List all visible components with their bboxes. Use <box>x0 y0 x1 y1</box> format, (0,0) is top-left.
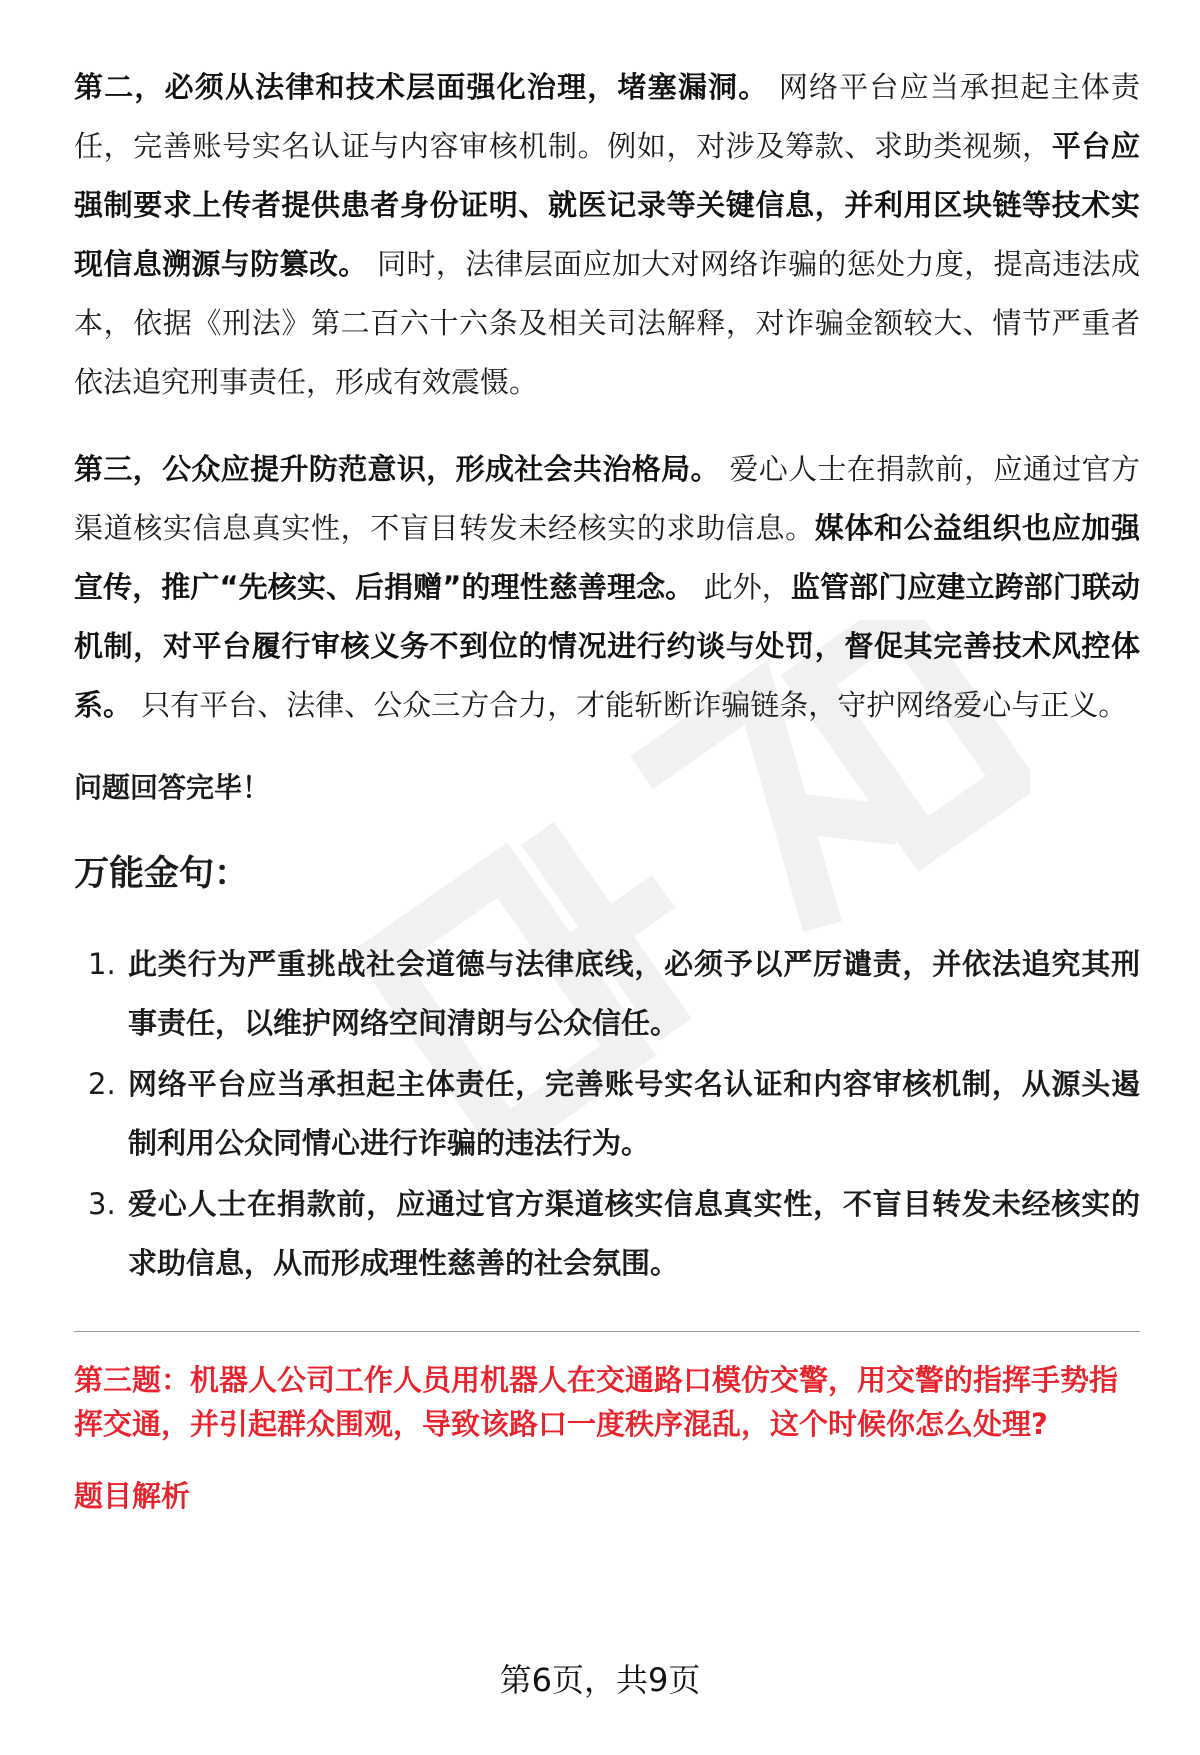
answer-complete-note: 问题回答完毕！ <box>74 771 271 804</box>
paragraph-text: 网络平台应当承担起主体责任，完善账号实名认证与内容审核机制。例如，对涉及筹款、求助类视频， <box>74 70 1140 163</box>
paragraph-text: 爱心人士在捐款前，应通过官方渠道核实信息真实性，不盲目转发未经核实的求助信息。 <box>74 452 1140 545</box>
list-item-number: 1. <box>88 947 116 981</box>
list-item-number: 2. <box>88 1067 116 1101</box>
page-number: 第6页，共9页 <box>499 1661 701 1699</box>
list-item-text: 此类行为严重挑战社会道德与法律底线，必须予以严厉谴责，并依法追究其刑事责任，以维护网络空间清朗与公众信任。 <box>128 947 1140 1040</box>
paragraph-bold-lead: 第二，必须从法律和技术层面强化治理，堵塞漏洞。 <box>74 70 769 104</box>
golden-phrases-heading: 万能金句： <box>74 854 250 894</box>
paragraph-text: 只有平台、法律、公众三方合力，才能斩断诈骗链条，守护网络爱心与正义。 <box>132 688 1128 722</box>
paragraph-second-point <box>74 58 1140 412</box>
question-three: 第三题：机器人公司工作人员用机器人在交通路口模仿交警，用交警的指挥手势指挥交通，并引起群众围观，导致该路口一度秩序混乱，这个时候你怎么处理? <box>74 1363 1119 1441</box>
paragraph-text: 同时，法律层面应加大对网络诈骗的惩处力度，提高违法成本，依据《刑法》第二百六十六条及相关司法解释，对诈骗金额较大、情节严重者依法追究刑事责任，形成有效震慑。 <box>74 247 1140 399</box>
list-item-text: 爱心人士在捐款前，应通过官方渠道核实信息真实性，不盲目转发未经核实的求助信息，从而形成理性慈善的社会氛围。 <box>128 1187 1140 1280</box>
analysis-heading: 题目解析 <box>74 1479 191 1513</box>
paragraph-bold-emphasis: 媒体和公益组织也应加强宣传，推广“先核实、后捐赠”的理性慈善理念。 <box>74 511 1140 604</box>
paragraph-third-point <box>74 440 1140 735</box>
paragraph-text: 此外， <box>694 570 791 604</box>
section-divider <box>74 1331 1140 1332</box>
list-item <box>74 1175 1140 1293</box>
list-item <box>74 935 1140 1053</box>
paragraph-bold-lead: 第三，公众应提升防范意识，形成社会共治格局。 <box>74 452 720 486</box>
paragraph-bold-emphasis: 平台应强制要求上传者提供患者身份证明、就医记录等关键信息，并利用区块链等技术实现信息溯源与防篡改。 <box>74 129 1140 281</box>
list-item-text: 网络平台应当承担起主体责任，完善账号实名认证和内容审核机制，从源头遏制利用公众同情心进行诈骗的违法行为。 <box>128 1067 1140 1160</box>
list-item <box>74 1055 1140 1173</box>
list-item-number: 3. <box>88 1187 116 1221</box>
golden-phrases-list <box>74 935 1140 1293</box>
paragraph-bold-emphasis: 监管部门应建立跨部门联动机制，对平台履行审核义务不到位的情况进行约谈与处罚，督促其完善技术风控体系。 <box>74 570 1141 722</box>
document-page <box>74 58 1140 1518</box>
